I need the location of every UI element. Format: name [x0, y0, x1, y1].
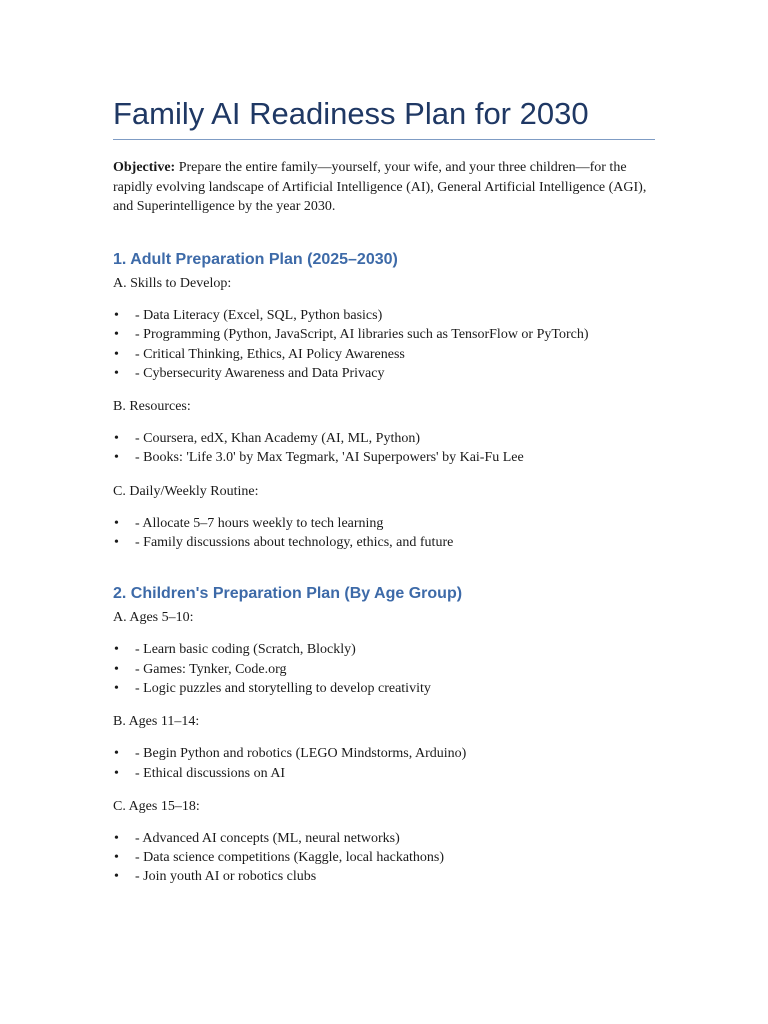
subsection-label: C. Daily/Weekly Routine:	[113, 483, 259, 499]
list-item	[113, 829, 655, 848]
subsection	[113, 397, 655, 468]
document-title: Family AI Readiness Plan for 2030	[113, 96, 589, 131]
plan-section	[113, 250, 655, 552]
bullet-list	[113, 640, 655, 698]
list-item-text: - Logic puzzles and storytelling to develop creativity	[135, 680, 431, 696]
list-item-text: - Learn basic coding (Scratch, Blockly)	[135, 642, 356, 658]
bullet-icon: •	[114, 642, 119, 658]
list-item-text: - Advanced AI concepts (ML, neural networks)	[135, 830, 400, 846]
bullet-icon: •	[114, 365, 119, 381]
section-heading: 2. Children's Preparation Plan (By Age Group)	[113, 585, 463, 603]
list-item	[113, 660, 655, 679]
bullet-icon: •	[114, 431, 119, 447]
subsection	[113, 797, 655, 887]
bullet-icon: •	[114, 850, 119, 866]
bullet-list	[113, 829, 655, 887]
list-item-text: - Coursera, edX, Khan Academy (AI, ML, Python)	[135, 431, 420, 447]
subsection-label: B. Resources:	[113, 399, 191, 415]
subsection	[113, 482, 655, 553]
subsection	[113, 608, 655, 698]
list-item-text: - Data science competitions (Kaggle, local hackathons)	[135, 850, 445, 866]
list-item-text: - Ethical discussions on AI	[135, 765, 286, 781]
objective-label: Objective:	[113, 160, 176, 175]
title-underline	[113, 139, 655, 140]
objective-paragraph	[113, 158, 655, 217]
list-item	[113, 848, 655, 867]
list-item	[113, 867, 655, 886]
list-item	[113, 679, 655, 698]
bullet-icon: •	[114, 515, 119, 531]
list-item	[113, 533, 655, 552]
list-item-text: - Allocate 5–7 hours weekly to tech learning	[135, 515, 384, 531]
section-heading: 1. Adult Preparation Plan (2025–2030)	[113, 251, 398, 268]
list-item-text: - Critical Thinking, Ethics, AI Policy Awareness	[135, 346, 405, 362]
list-item-text: - Books: 'Life 3.0' by Max Tegmark, 'AI Superpowers' by Kai-Fu Lee	[135, 450, 524, 466]
subsection-label: A. Ages 5–10:	[113, 610, 194, 626]
list-item	[113, 514, 655, 533]
list-item	[113, 306, 655, 325]
list-item-text: - Family discussions about technology, ethics, and future	[135, 535, 454, 551]
plan-content	[113, 240, 655, 887]
bullet-icon: •	[114, 765, 119, 781]
list-item	[113, 764, 655, 783]
bullet-list	[113, 514, 655, 553]
bullet-list	[113, 429, 655, 468]
subsection	[113, 712, 655, 783]
list-item-text: - Data Literacy (Excel, SQL, Python basics)	[135, 308, 383, 323]
list-item	[113, 325, 655, 344]
list-item	[113, 429, 655, 448]
subsection-label: C. Ages 15–18:	[113, 798, 200, 814]
list-item	[113, 744, 655, 763]
bullet-icon: •	[114, 830, 119, 846]
list-item	[113, 364, 655, 383]
bullet-icon: •	[114, 327, 119, 343]
list-item	[113, 448, 655, 467]
objective-text: Prepare the entire family—yourself, your wife, and your three children—for the rapidly evolving landscape of Artificial Intelligence (AI), General Artificial Intelligence (AGI), and Superintelligence by the year 2030.	[113, 160, 647, 214]
list-item-text: - Programming (Python, JavaScript, AI libraries such as TensorFlow or PyTorch)	[135, 327, 589, 343]
bullet-icon: •	[114, 680, 119, 696]
list-item	[113, 345, 655, 364]
subsection-label: A. Skills to Develop:	[113, 276, 232, 291]
bullet-icon: •	[114, 308, 119, 323]
list-item-text: - Games: Tynker, Code.org	[135, 661, 287, 677]
list-item-text: - Begin Python and robotics (LEGO Mindstorms, Arduino)	[135, 746, 467, 762]
plan-section	[113, 584, 655, 886]
subsection	[113, 274, 655, 383]
list-item-text: - Cybersecurity Awareness and Data Privacy	[135, 365, 385, 381]
bullet-icon: •	[114, 661, 119, 677]
bullet-icon: •	[114, 346, 119, 362]
bullet-list	[113, 744, 655, 783]
list-item	[113, 640, 655, 659]
bullet-icon: •	[114, 746, 119, 762]
bullet-icon: •	[114, 869, 119, 885]
list-item-text: - Join youth AI or robotics clubs	[135, 869, 317, 885]
subsection-label: B. Ages 11–14:	[113, 714, 200, 730]
bullet-icon: •	[114, 450, 119, 466]
bullet-list	[113, 306, 655, 383]
bullet-icon: •	[114, 535, 119, 551]
